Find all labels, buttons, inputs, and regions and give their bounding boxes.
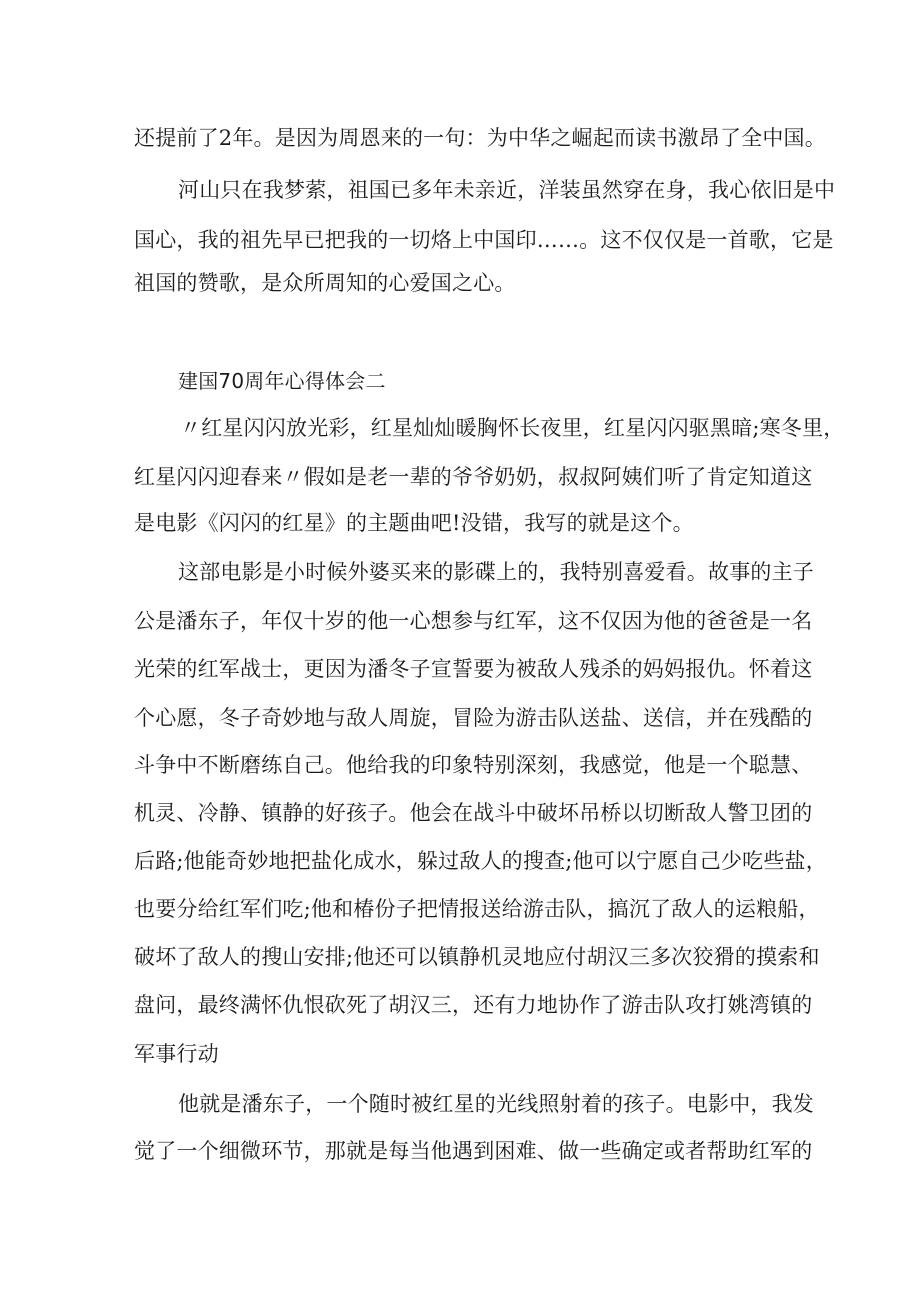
paragraph-4-line-1: 这部电影是小时候外婆买来的影碟上的，我特别喜爱看。故事的主子 (178, 560, 814, 584)
paragraph-3-line-3: 是电影《闪闪的红星》的主题曲吧!没错，我写的就是这个。 (134, 511, 694, 535)
paragraph-2-line-2: 国心，我的祖先早已把我的一切烙上中国印……。这不仅仅是一首歌，它是 (134, 228, 834, 252)
paragraph-4-line-9: 破坏了敌人的搜山安排;他还可以镇静机灵地应付胡汉三多次狡猾的摸索和 (134, 945, 820, 969)
paragraph-3-line-1: 〃红星闪闪放光彩，红星灿灿暖胸怀长夜里，红星闪闪驱黑暗;寒冬里， (180, 416, 845, 440)
paragraph-2-line-3: 祖国的赞歌，是众所周知的心爱国之心。 (134, 271, 516, 295)
paragraph-4-line-7: 后路;他能奇妙地把盐化成水，躲过敌人的搜查;他可以宁愿自己少吃些盐， (134, 849, 827, 873)
paragraph-5-line-1: 他就是潘东子，一个随时被红星的光线照射着的孩子。电影中，我发 (178, 1092, 814, 1116)
paragraph-4-line-11: 军事行动 (134, 1042, 219, 1066)
paragraph-4-line-6: 机灵、冷静、镇静的好孩子。他会在战斗中破坏吊桥以切断敌人警卫团的 (134, 801, 813, 825)
paragraph-4-line-8: 也要分给红军们吃;他和椿份子把情报送给游击队，搞沉了敌人的运粮船， (134, 897, 820, 921)
paragraph-4-line-4: 个心愿，冬子奇妙地与敌人周旋，冒险为游击队送盐、送信，并在残酷的 (134, 706, 813, 730)
paragraph-1-line-1: 还提前了2年。是因为周恩来的一句：为中华之崛起而读书激昂了全中国。 (134, 126, 826, 150)
paragraph-4-line-3: 光荣的红军战士，更因为潘冬子宣誓要为被敌人残杀的妈妈报仇。怀着这 (134, 657, 813, 681)
paragraph-3-line-2: 红星闪闪迎春来〃假如是老一辈的爷爷奶奶，叔叔阿姨们听了肯定知道这 (134, 465, 813, 489)
paragraph-4-line-10: 盘问，最终满怀仇恨砍死了胡汉三，还有力地协作了游击队攻打姚湾镇的 (134, 993, 813, 1017)
paragraph-5-line-2: 觉了一个细微环节，那就是每当他遇到困难、做一些确定或者帮助红军的 (134, 1139, 813, 1163)
paragraph-2-line-1: 河山只在我梦萦，祖国已多年未亲近，洋装虽然穿在身，我心依旧是中 (178, 178, 836, 202)
paragraph-4-line-2: 公是潘东子，年仅十岁的他一心想参与红军，这不仅因为他的爸爸是一名 (134, 609, 813, 633)
section-heading: 建国70周年心得体会二 (178, 369, 386, 393)
paragraph-4-line-5: 斗争中不断磨练自己。他给我的印象特别深刻，我感觉，他是一个聪慧、 (134, 753, 813, 777)
